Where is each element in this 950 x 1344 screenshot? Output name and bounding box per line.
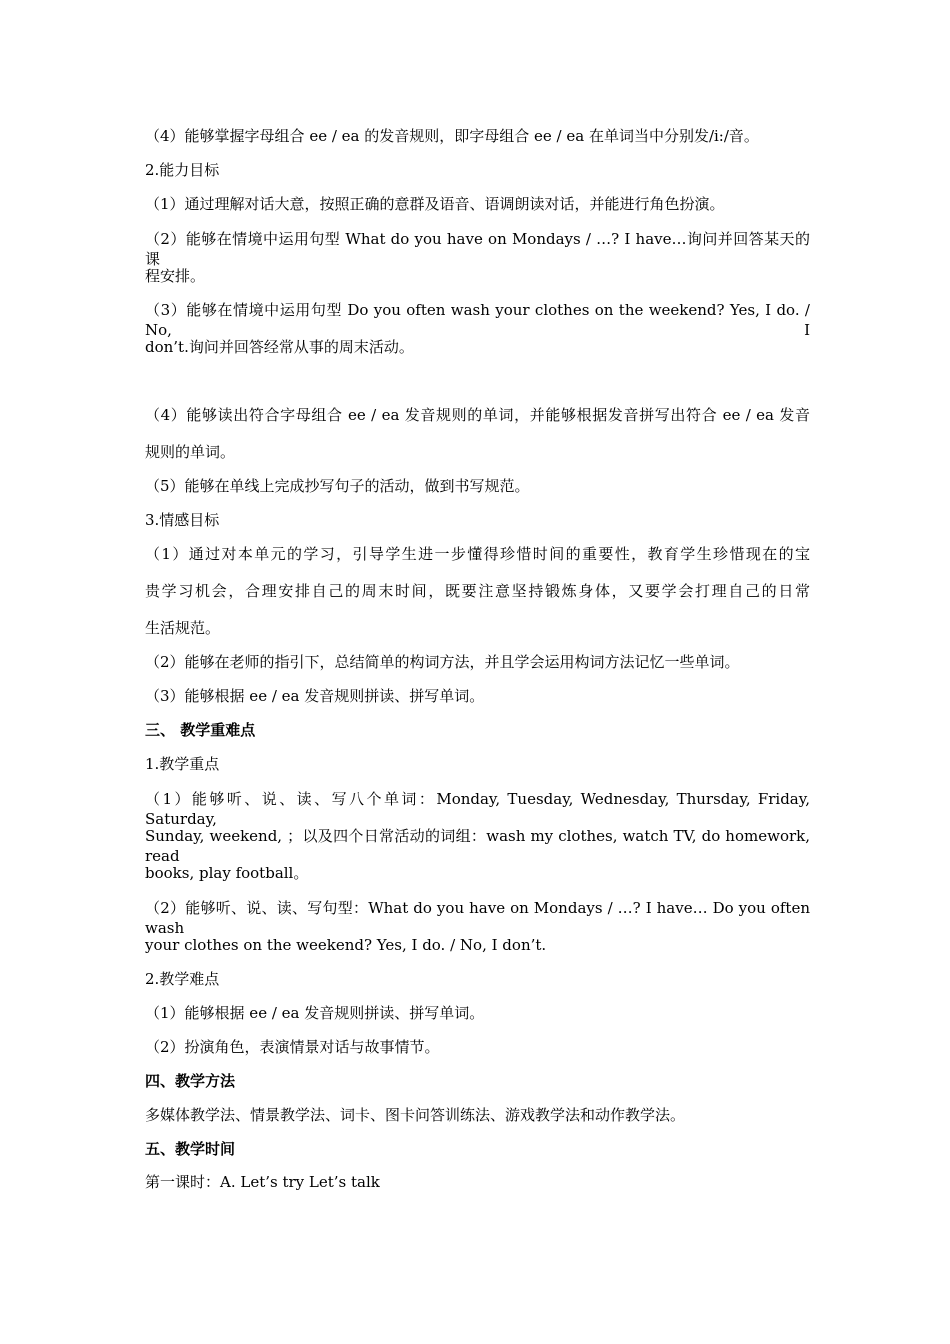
text-line: （3）能够根据 ee / ea 发音规则拼读、拼写单词。 bbox=[145, 687, 485, 705]
text-line: 多媒体教学法、情景教学法、词卡、图卡问答训练法、游戏教学法和动作教学法。 bbox=[145, 1106, 686, 1124]
section-heading: 2.能力目标 bbox=[145, 161, 220, 179]
text-line: don’t.询问并回答经常从事的周末活动。 bbox=[145, 338, 414, 356]
section-heading: 3.情感目标 bbox=[145, 511, 220, 529]
section-title: 五、教学时间 bbox=[145, 1140, 236, 1158]
text-line: Sunday, weekend, ；以及四个日常活动的词组：wash my clothes, watch TV, do homework, read bbox=[145, 827, 810, 865]
text-line: （1）通过理解对话大意，按照正确的意群及语音、语调朗读对话，并能进行角色扮演。 bbox=[145, 195, 725, 213]
section-heading: 1.教学重点 bbox=[145, 755, 220, 773]
text-line: 生活规范。 bbox=[145, 619, 221, 637]
text-line: 规则的单词。 bbox=[145, 443, 236, 461]
text-line: 程安排。 bbox=[145, 267, 206, 285]
text-line: （2）能够听、说、读、写句型：What do you have on Mondays / …? I have… Do you often wash bbox=[145, 899, 810, 937]
section-heading: 2.教学难点 bbox=[145, 970, 220, 988]
text-line: （3）能够在情境中运用句型 Do you often wash your clothes on the weekend? Yes, I do. / No, I bbox=[145, 301, 810, 339]
text-line: （4）能够掌握字母组合 ee / ea 的发音规则，即字母组合 ee / ea 在单词当中分别发/i:/音。 bbox=[145, 127, 759, 145]
text-line: 第一课时：A. Let’s try Let’s talk bbox=[145, 1173, 380, 1191]
text-line: （2）扮演角色，表演情景对话与故事情节。 bbox=[145, 1038, 440, 1056]
text-line: books, play football。 bbox=[145, 864, 309, 882]
text-line: （2）能够在情境中运用句型 What do you have on Mondays / …? I have…询问并回答某天的课 bbox=[145, 230, 810, 268]
text-line: （1）通过对本单元的学习，引导学生进一步懂得珍惜时间的重要性，教育学生珍惜现在的宝 bbox=[145, 545, 810, 563]
text-line: （2）能够在老师的指引下，总结简单的构词方法，并且学会运用构词方法记忆一些单词。 bbox=[145, 653, 740, 671]
text-line: （4）能够读出符合字母组合 ee / ea 发音规则的单词，并能够根据发音拼写出符合 ee / ea 发音 bbox=[145, 406, 810, 424]
text-line: 贵学习机会，合理安排自己的周末时间，既要注意坚持锻炼身体，又要学会打理自己的日常 bbox=[145, 582, 810, 600]
text-line: （5）能够在单线上完成抄写句子的活动，做到书写规范。 bbox=[145, 477, 530, 495]
section-title: 四、教学方法 bbox=[145, 1072, 236, 1090]
text-line: （1）能够听、说、读、写八个单词：Monday, Tuesday, Wednesday, Thursday, Friday, Saturday, bbox=[145, 790, 810, 828]
text-line: your clothes on the weekend? Yes, I do. / No, I don’t. bbox=[145, 936, 547, 954]
section-title: 三、 教学重难点 bbox=[145, 721, 256, 739]
text-line: （1）能够根据 ee / ea 发音规则拼读、拼写单词。 bbox=[145, 1004, 485, 1022]
